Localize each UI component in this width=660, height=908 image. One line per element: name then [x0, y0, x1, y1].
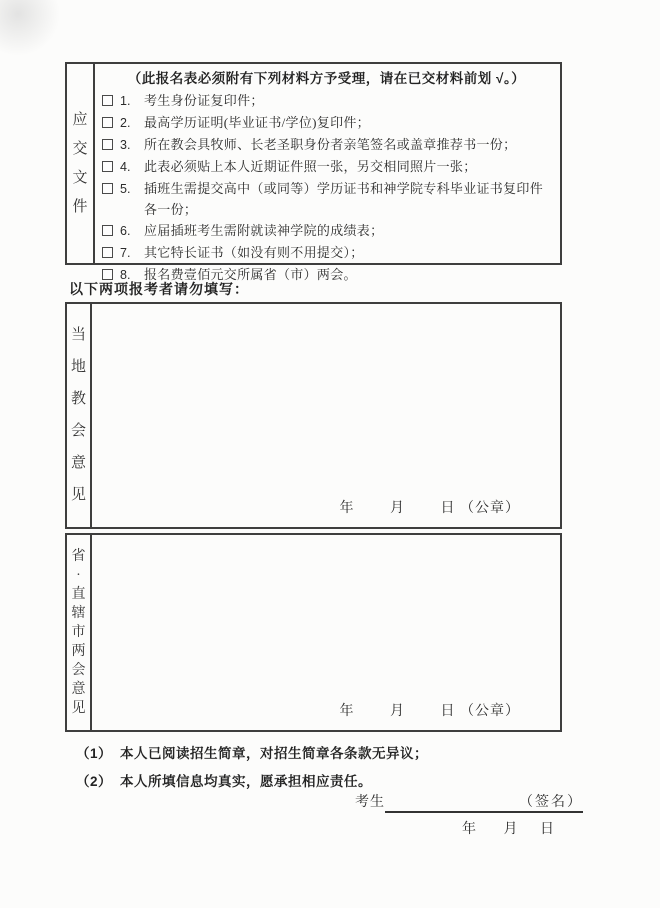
item-text: 应届插班考生需附就读神学院的成绩表；	[144, 223, 384, 238]
side-label-char: 辖	[71, 605, 86, 621]
side-label-char: 地	[70, 359, 86, 375]
item-text: 考生身份证复印件；	[144, 93, 264, 108]
side-label-char: 交	[72, 140, 88, 157]
local-church-side-label	[67, 304, 92, 527]
checklist-item	[99, 178, 554, 220]
item-number: 1.	[120, 94, 131, 108]
side-label-char: 见	[71, 700, 86, 716]
side-label-char: 应	[72, 111, 88, 128]
checkbox-icon	[102, 247, 113, 258]
local-church-opinion-area	[92, 304, 560, 527]
item-number: 5.	[120, 182, 131, 196]
do-not-fill-notice: 以下两项报考者请勿填写：	[69, 281, 249, 297]
signature-underline	[385, 791, 583, 813]
month-label: 月	[503, 822, 518, 837]
declaration-statement-2	[76, 770, 556, 790]
checklist-header: （此报名表必须附有下列材料方予受理，请在已交材料前划 √。）	[127, 71, 526, 86]
seal-label: （公章）	[460, 704, 520, 719]
checklist-item	[99, 242, 554, 264]
item-number: 8.	[120, 268, 131, 282]
side-label-char: 市	[71, 624, 86, 640]
date-seal-line	[340, 700, 521, 720]
item-text: 其它特长证书（如没有则不用提交）；	[144, 245, 364, 260]
provincial-councils-side-label	[67, 535, 92, 730]
checklist-item	[99, 134, 554, 156]
day-label: 日	[540, 822, 554, 837]
side-label-char: ·	[76, 567, 81, 583]
seal-label: （公章）	[460, 501, 520, 516]
item-text: 此表必须贴上本人近期证件照一张，另交相同照片一张；	[144, 159, 477, 174]
item-number: 7.	[120, 246, 131, 260]
checklist-item	[99, 90, 554, 112]
checkbox-icon	[102, 117, 113, 128]
side-label-char: 会	[71, 662, 86, 678]
item-number: 4.	[120, 160, 131, 174]
checkbox-icon	[102, 95, 113, 106]
statement-text: 本人所填信息均真实，愿承担相应责任。	[120, 774, 373, 789]
side-label-char: 见	[70, 487, 86, 503]
side-label-char: 教	[70, 391, 86, 407]
required-documents-side-label	[67, 64, 95, 263]
item-number: 6.	[120, 224, 131, 238]
item-text: 最高学历证明(毕业证书/学位)复印件；	[144, 115, 370, 130]
item-text: 报名费壹佰元交所属省（市）两会。	[144, 267, 357, 282]
checkbox-icon	[102, 183, 113, 194]
checklist-item	[99, 220, 554, 242]
side-label-char: 直	[71, 586, 86, 602]
local-church-opinion-box	[65, 302, 562, 529]
side-label-char: 当	[70, 327, 86, 343]
statement-text: 本人已阅读招生简章，对招生简章各条款无异议；	[120, 746, 429, 761]
signature-blank	[385, 792, 519, 806]
statement-number: （1）	[76, 746, 113, 761]
day-label: 日	[440, 704, 456, 719]
item-number: 3.	[120, 138, 131, 152]
day-label: 日	[440, 501, 456, 516]
item-text: 插班生需提交高中（或同等）学历证书和神学院专科毕业证书复印件各一份；	[144, 181, 544, 217]
item-text: 所在教会具牧师、长老圣职身份者亲笔签名或盖章推荐书一份；	[144, 137, 517, 152]
year-label: 年	[339, 704, 355, 719]
required-documents-list	[95, 64, 560, 282]
applicant-label: 考生	[355, 795, 385, 810]
side-label-char: 两	[71, 643, 86, 659]
declaration-statement-1	[76, 742, 556, 762]
side-label-char: 意	[71, 681, 86, 697]
provincial-councils-opinion-area	[92, 535, 560, 730]
bottom-date-line	[462, 818, 554, 838]
side-label-char: 意	[70, 455, 86, 471]
checkbox-icon	[102, 225, 113, 236]
checklist-item	[99, 112, 554, 134]
checkbox-icon	[102, 139, 113, 150]
year-label: 年	[462, 822, 476, 837]
applicant-signature-row	[355, 791, 583, 813]
side-label-char: 会	[70, 423, 86, 439]
date-seal-line	[340, 497, 521, 517]
statement-number: （2）	[76, 774, 113, 789]
side-label-char: 件	[72, 198, 88, 215]
item-number: 2.	[120, 116, 131, 130]
checklist-item	[99, 156, 554, 178]
month-label: 月	[390, 501, 405, 516]
side-label-char: 文	[72, 169, 88, 186]
month-label: 月	[390, 704, 405, 719]
checkbox-icon	[102, 161, 113, 172]
provincial-councils-opinion-box	[65, 533, 562, 732]
required-documents-box	[65, 62, 562, 282]
side-label-char: 省	[71, 548, 86, 564]
signature-suffix-label: （签名）	[519, 795, 583, 810]
year-label: 年	[339, 501, 355, 516]
